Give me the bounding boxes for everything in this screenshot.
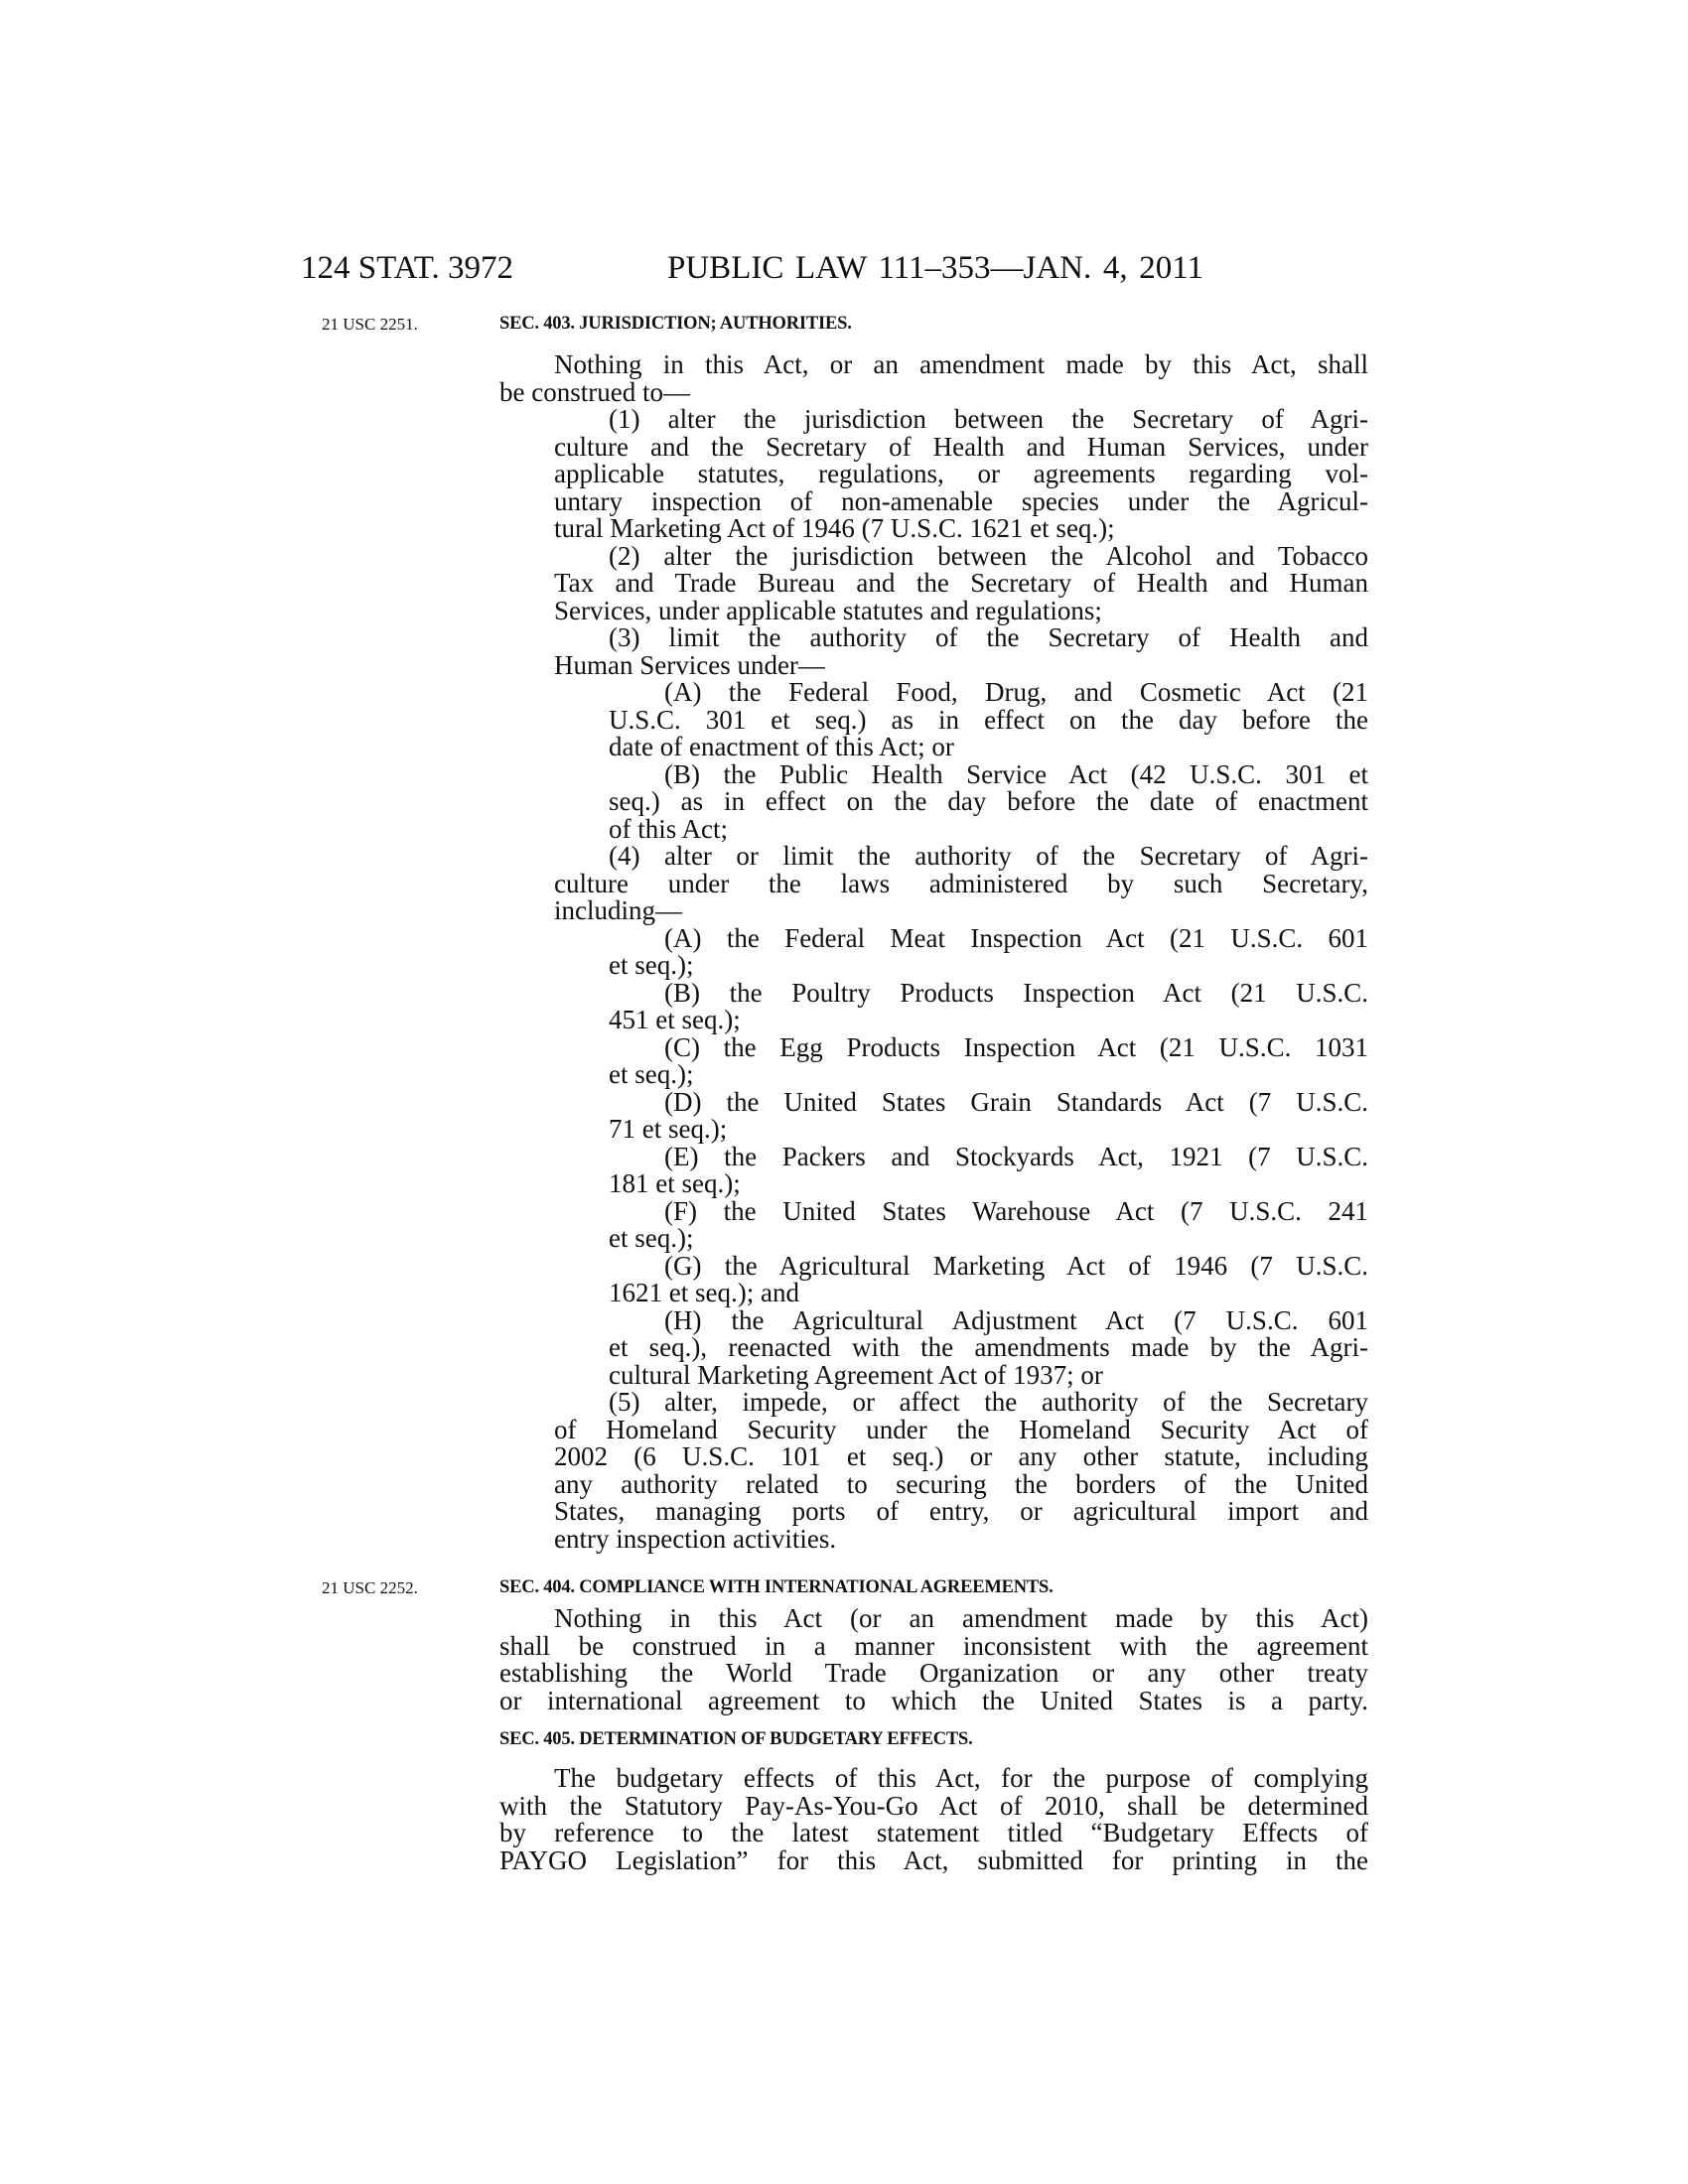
text-line: et seq.); — [609, 1059, 694, 1089]
text-line: (B) the Public Health Service Act (42 U.S.C. 301 et — [664, 758, 1368, 789]
text-line: by reference to the latest statement titled “Budgetary Effects of — [499, 1818, 1368, 1847]
text-line: 1621 et seq.); and — [609, 1278, 799, 1307]
text-line: (F) the United States Warehouse Act (7 U.S.C. 241 — [664, 1195, 1368, 1226]
text-line: PAYGO Legislation” for this Act, submitted for printing in the — [499, 1844, 1368, 1875]
text-line: culture and the Secretary of Health and Human Services, under — [554, 431, 1368, 462]
text-line: shall be construed in a manner inconsistent with the agreement — [499, 1630, 1368, 1661]
text-line: Tax and Trade Bureau and the Secretary of Health and Human — [554, 568, 1368, 598]
text-line: (D) the United States Grain Standards Act (7 U.S.C. — [664, 1086, 1368, 1117]
text-line: seq.) as in effect on the day before the date of enactment — [609, 786, 1368, 816]
text-line: cultural Marketing Agreement Act of 1937; or — [609, 1359, 1103, 1390]
text-line: et seq.), reenacted with the amendments made by the Agri- — [609, 1332, 1368, 1362]
text-line: 181 et seq.); — [609, 1168, 741, 1198]
section-403-body — [499, 351, 1368, 1553]
text-line: Nothing in this Act (or an amendment made by this Act) — [554, 1603, 1368, 1633]
text-line: including— — [554, 895, 682, 925]
text-line: entry inspection activities. — [554, 1523, 837, 1554]
page-reference: 124 STAT. 3972 — [301, 250, 514, 286]
text-line: (C) the Egg Products Inspection Act (21 U.S.C. 1031 — [664, 1031, 1368, 1062]
text-line: Nothing in this Act, or an amendment made by this Act, shall — [554, 349, 1368, 379]
text-line: culture under the laws administered by such Secretary, — [554, 868, 1368, 898]
margin-note-usc: 21 USC 2251. — [322, 315, 418, 334]
margin-note-usc: 21 USC 2252. — [322, 1578, 418, 1597]
text-line: (G) the Agricultural Marketing Act of 1946 (7 U.S.C. — [664, 1250, 1368, 1281]
text-line: 71 et seq.); — [609, 1114, 728, 1144]
text-line: (B) the Poultry Products Inspection Act (21 U.S.C. — [664, 977, 1368, 1008]
text-line: The budgetary effects of this Act, for the purpose of complying — [554, 1763, 1368, 1793]
text-line: of Homeland Security under the Homeland Security Act of — [554, 1414, 1368, 1444]
text-line: (3) limit the authority of the Secretary of Health and — [609, 622, 1368, 652]
section-404-heading: SEC. 404. COMPLIANCE WITH INTERNATIONAL AGREEMENTS. — [499, 1577, 1054, 1597]
text-line: (H) the Agricultural Adjustment Act (7 U.S.C. 601 — [664, 1304, 1368, 1335]
text-line: (1) alter the jurisdiction between the Secretary of Agri- — [609, 404, 1368, 434]
text-line: (5) alter, impede, or affect the authority of the Secretary — [609, 1387, 1368, 1417]
text-line: any authority related to securing the borders of the United — [554, 1468, 1368, 1499]
running-header-title: PUBLIC LAW 111–353—JAN. 4, 2011 — [667, 250, 1203, 286]
text-line: applicable statutes, regulations, or agreements regarding vol- — [554, 459, 1368, 488]
text-line: tural Marketing Act of 1946 (7 U.S.C. 1621 et seq.); — [554, 513, 1115, 543]
text-line: untary inspection of non-amenable species under the Agricul- — [554, 485, 1368, 516]
text-line: 2002 (6 U.S.C. 101 et seq.) or any other statute, including — [554, 1441, 1368, 1471]
text-line: (A) the Federal Meat Inspection Act (21 U.S.C. 601 — [664, 922, 1368, 953]
text-line: with the Statutory Pay-As-You-Go Act of 2010, shall be determined — [499, 1790, 1368, 1821]
text-line: be construed to— — [499, 376, 690, 407]
text-line: 451 et seq.); — [609, 1005, 741, 1034]
text-line: States, managing ports of entry, or agricultural import and — [554, 1496, 1368, 1526]
text-line: (4) alter or limit the authority of the Secretary of Agri- — [609, 841, 1368, 871]
section-404-body — [499, 1605, 1368, 1714]
text-line: et seq.); — [609, 1223, 694, 1253]
text-line: et seq.); — [609, 950, 694, 980]
text-line: (2) alter the jurisdiction between the Alcohol and Tobacco — [609, 540, 1368, 571]
text-line: or international agreement to which the United States is a party. — [499, 1685, 1368, 1715]
text-line: of this Act; — [609, 813, 728, 844]
text-line: (A) the Federal Food, Drug, and Cosmetic Act (21 — [664, 677, 1368, 707]
section-403-heading: SEC. 403. JURISDICTION; AUTHORITIES. — [499, 314, 852, 334]
section-405-body — [499, 1765, 1368, 1874]
text-line: Human Services under— — [554, 649, 825, 680]
text-line: Services, under applicable statutes and regulations; — [554, 595, 1102, 625]
text-line: date of enactment of this Act; or — [609, 732, 954, 761]
text-line: (E) the Packers and Stockyards Act, 1921 (7 U.S.C. — [664, 1141, 1368, 1171]
section-405-heading: SEC. 405. DETERMINATION OF BUDGETARY EFFECTS. — [499, 1729, 973, 1749]
text-line: establishing the World Trade Organization or any other treaty — [499, 1658, 1368, 1688]
text-line: U.S.C. 301 et seq.) as in effect on the day before the — [609, 704, 1368, 735]
